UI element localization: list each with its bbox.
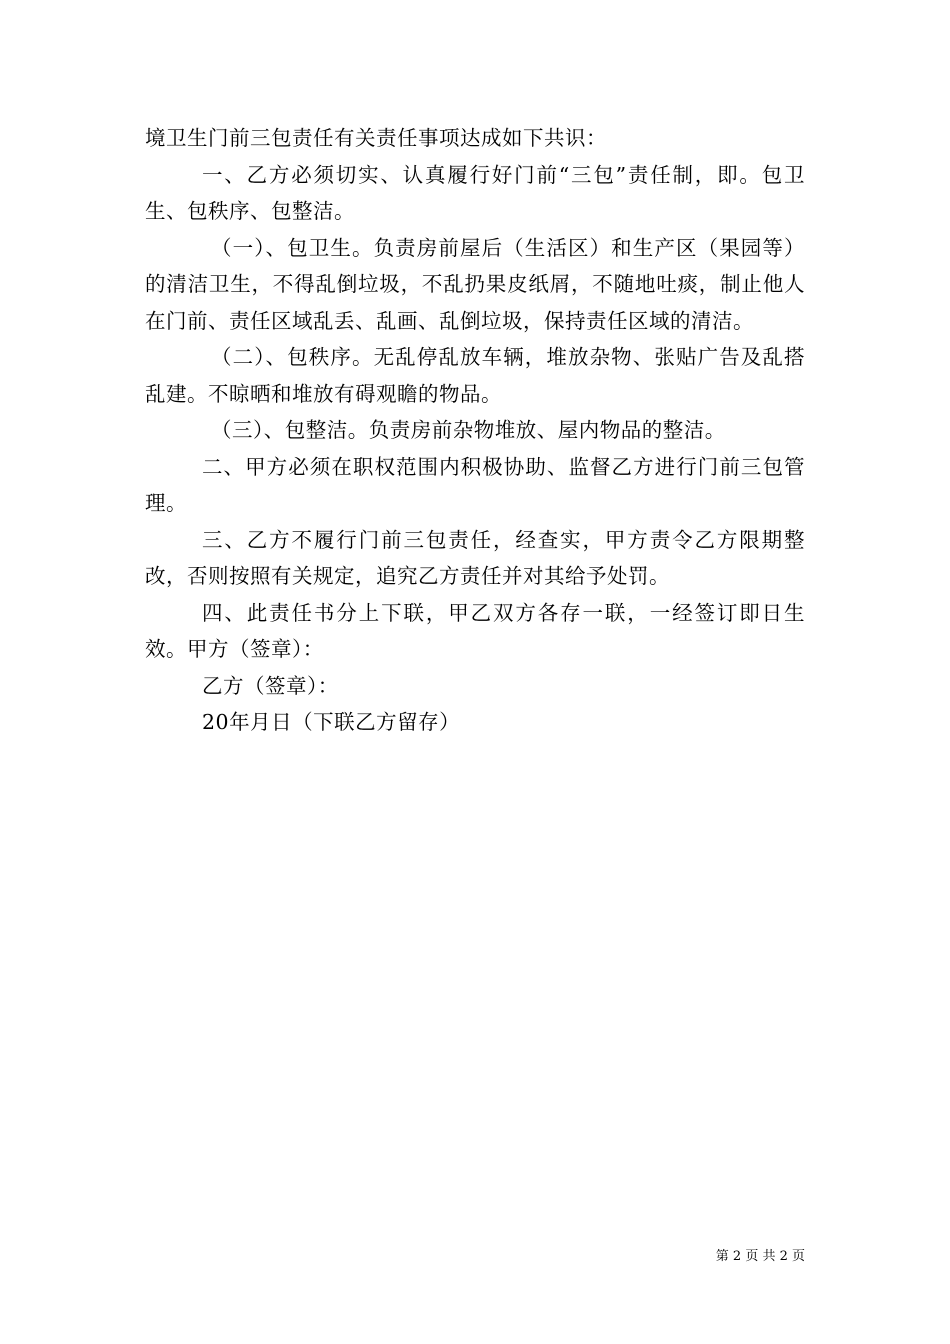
paragraph-intro-continued: 境卫生门前三包责任有关责任事项达成如下共识： xyxy=(145,126,607,150)
date-line: 20年月日（下联乙方留存） xyxy=(202,710,461,734)
paragraph-clause-3: 三、乙方不履行门前三包责任，经查实，甲方责令乙方限期整改，否则按照有关规定，追究乙方责任并对其给予处罚。 xyxy=(145,527,805,588)
paragraph-clause-1: 一、乙方必须切实、认真履行好门前“三包”责任制，即。包卫生、包秩序、包整洁。 xyxy=(145,162,805,223)
paragraph-clause-1-sub-3: （三）、包整洁。负责房前杂物堆放、屋内物品的整洁。 xyxy=(211,418,726,442)
page-number-footer: 第 2 页 共 2 页 xyxy=(715,1249,805,1264)
paragraph-clause-4: 四、此责任书分上下联，甲乙双方各存一联，一经签订即日生效。甲方（签章）： xyxy=(145,600,805,661)
signature-party-b: 乙方（签章）： xyxy=(202,673,339,698)
paragraph-clause-2: 二、甲方必须在职权范围内积极协助、监督乙方进行门前三包管理。 xyxy=(145,454,805,515)
paragraph-clause-1-sub-1: （一）、包卫生。负责房前屋后（生活区）和生产区（果园等）的清洁卫生，不得乱倒垃圾，不乱扔果皮纸屑，不随地吐痰，制止他人在门前、责任区域乱丢、乱画、乱倒垃圾，保持责任区域的清洁。 xyxy=(145,235,805,333)
document-body xyxy=(145,120,805,741)
paragraph-clause-1-sub-2: （二）、包秩序。无乱停乱放车辆，堆放杂物、张贴广告及乱搭乱建。不晾晒和堆放有碍观瞻的物品。 xyxy=(145,345,805,406)
